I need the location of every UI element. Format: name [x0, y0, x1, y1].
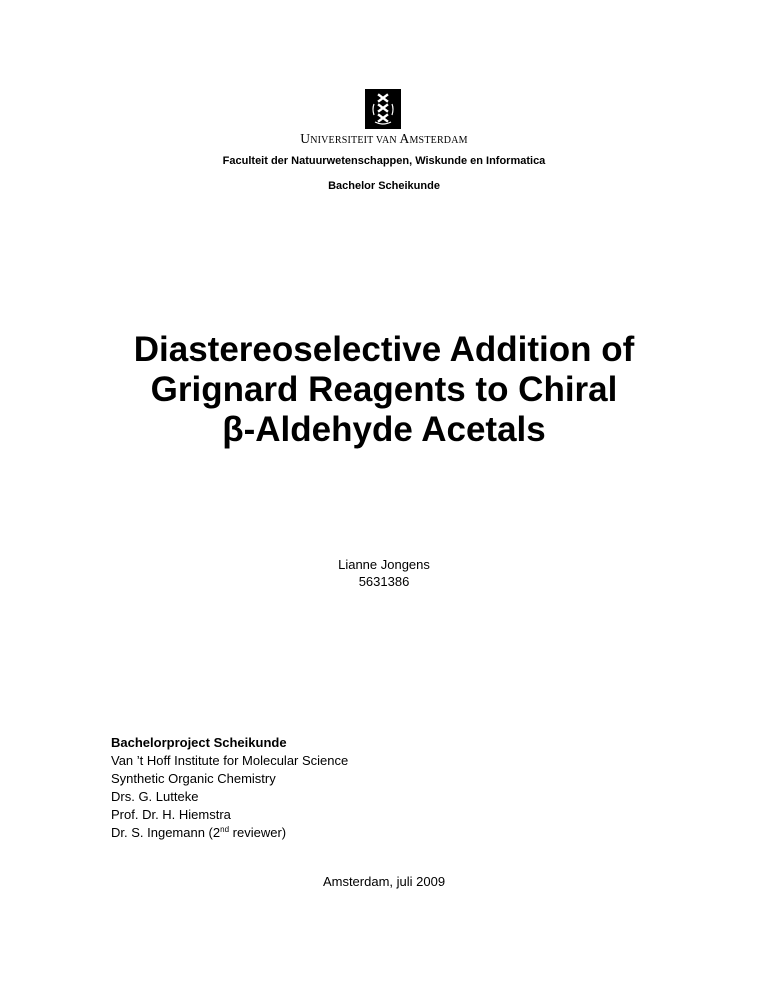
- title-line-3: β-Aldehyde Acetals: [222, 410, 546, 449]
- project-info: [111, 734, 348, 842]
- supervisor-2: Prof. Dr. H. Hiemstra: [111, 807, 231, 822]
- university-part-2: NIVERSITEIT VAN: [310, 135, 400, 146]
- title-line-2: Grignard Reagents to Chiral: [150, 370, 618, 409]
- place-date: Amsterdam, juli 2009: [322, 874, 446, 889]
- author-name: Lianne Jongens: [338, 557, 430, 572]
- university-part-4: MSTERDAM: [409, 135, 468, 146]
- research-group: Synthetic Organic Chemistry: [111, 771, 276, 786]
- program-name: Bachelor Scheikunde: [328, 180, 440, 192]
- faculty-name: Faculteit der Natuurwetenschappen, Wiskunde en Informatica: [222, 155, 546, 167]
- project-heading: Bachelorproject Scheikunde: [111, 735, 287, 750]
- triple-cross-emblem-icon: [365, 89, 401, 129]
- supervisor-1: Drs. G. Lutteke: [111, 789, 199, 804]
- university-logo: [365, 89, 401, 129]
- title-line-1: Diastereoselective Addition of: [133, 330, 635, 369]
- institute-name: Van ’t Hoff Institute for Molecular Science: [111, 753, 349, 768]
- reviewer-suffix: reviewer): [229, 825, 287, 840]
- reviewer-ordinal: nd: [220, 825, 230, 834]
- university-part-1: U: [300, 131, 311, 146]
- reviewer-prefix: Dr. S. Ingemann (2: [111, 825, 221, 840]
- thesis-title: [0, 330, 768, 450]
- second-reviewer: [111, 824, 348, 842]
- university-name: [0, 131, 768, 147]
- student-number: 5631386: [358, 574, 410, 589]
- author-block: [0, 556, 768, 590]
- university-part-3: A: [399, 131, 410, 146]
